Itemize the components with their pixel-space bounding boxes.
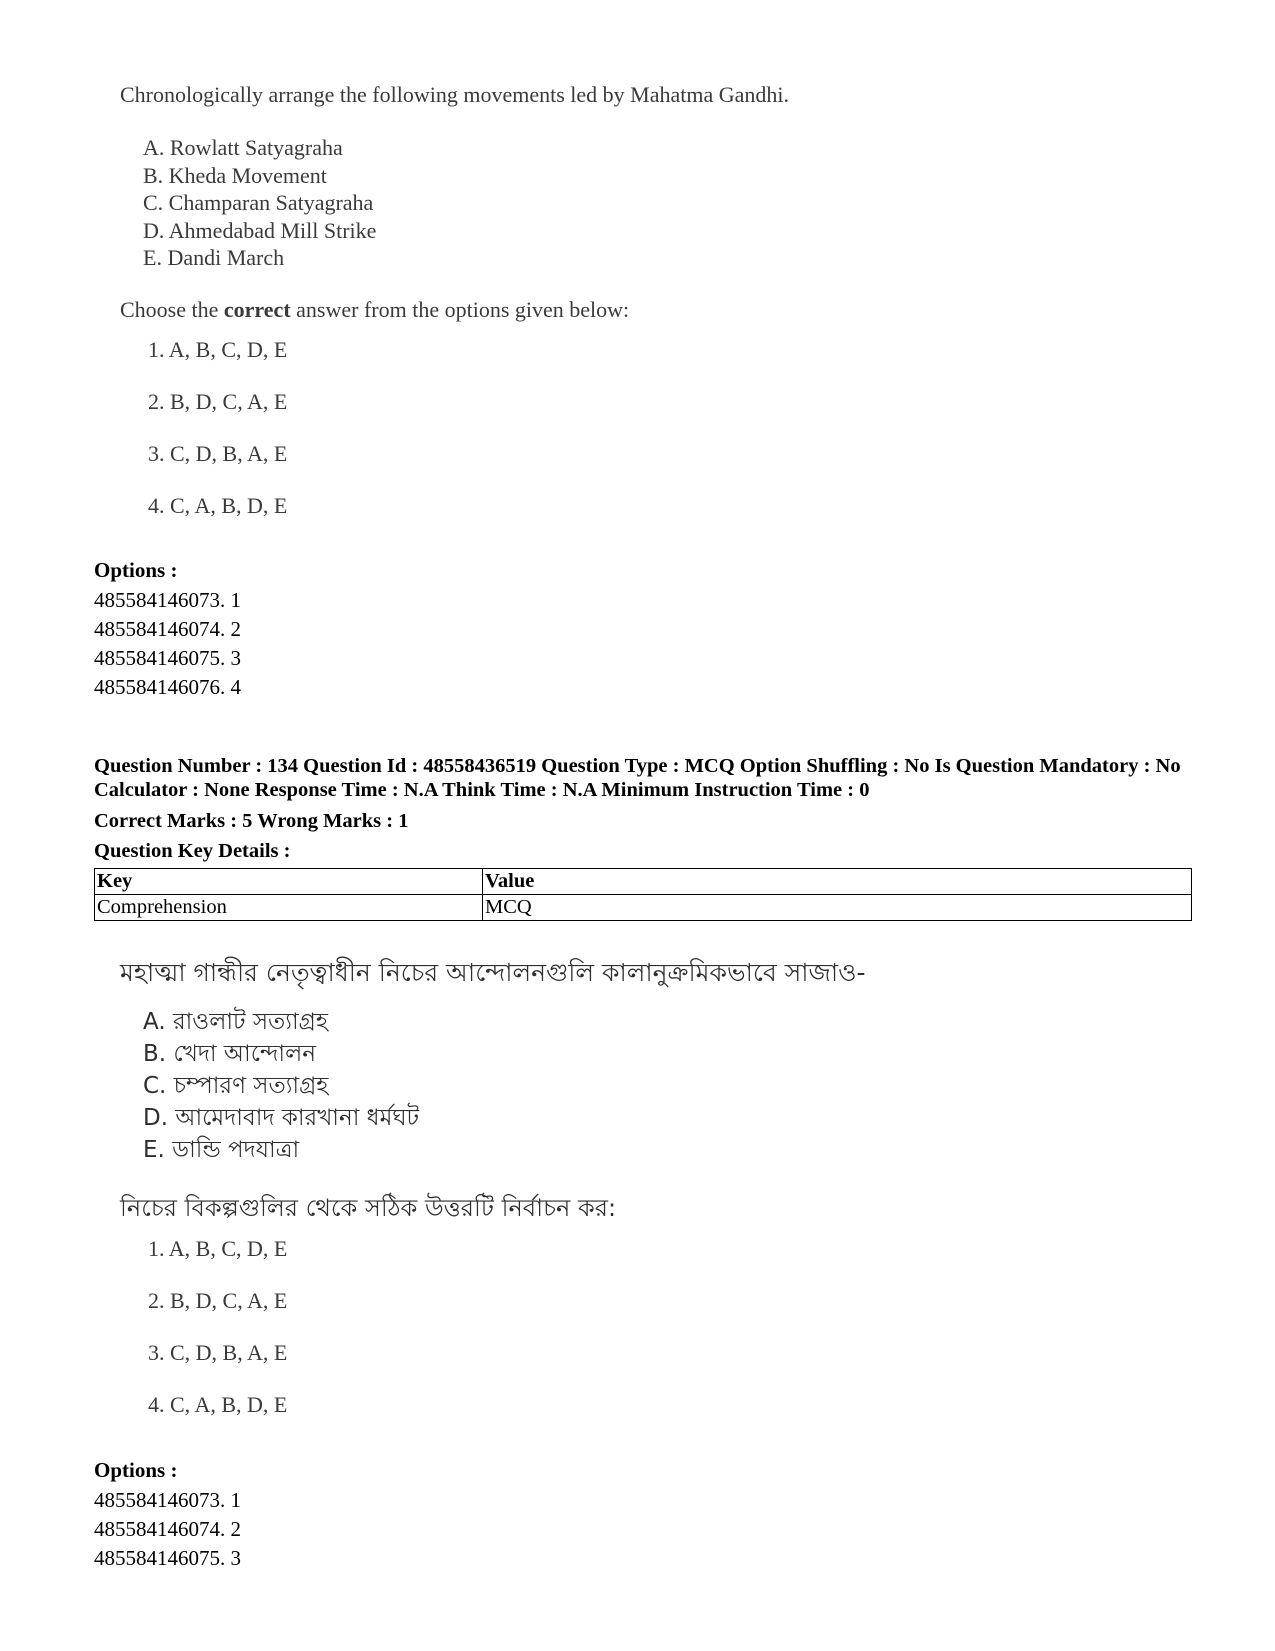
bengali-answer-choice: 2. B, D, C, A, E xyxy=(148,1288,288,1313)
option-item: 485584146073. 1 xyxy=(94,1488,241,1512)
bengali-answer-choice: 4. C, A, B, D, E xyxy=(148,1392,288,1417)
key-details-table xyxy=(94,868,1192,921)
question-item: C. Champaran Satyagraha xyxy=(143,190,374,215)
bengali-question-item: E. ডান্ডি পদযাত্রা xyxy=(143,1137,300,1163)
table-header-row xyxy=(95,869,1192,895)
options-label: Options : xyxy=(94,558,178,582)
table-cell: Comprehension xyxy=(95,895,483,921)
table-cell: MCQ xyxy=(483,895,1192,921)
marks-line: Correct Marks : 5 Wrong Marks : 1 xyxy=(94,810,409,832)
table-header-value: Value xyxy=(483,869,1192,895)
table-row xyxy=(95,895,1192,921)
bengali-options-list xyxy=(94,1486,241,1573)
option-item: 485584146075. 3 xyxy=(94,1546,241,1570)
option-item: 485584146075. 3 xyxy=(94,646,241,670)
choose-bold: correct xyxy=(223,297,291,322)
option-item: 485584146074. 2 xyxy=(94,617,241,641)
choose-suffix: answer from the options given below: xyxy=(290,297,630,322)
bengali-items-list xyxy=(143,1006,419,1166)
option-item: 485584146074. 2 xyxy=(94,1517,241,1541)
answer-choice: 1. A, B, C, D, E xyxy=(148,337,288,362)
question-item: A. Rowlatt Satyagraha xyxy=(143,135,343,160)
bengali-options-label: Options : xyxy=(94,1458,178,1482)
question-statement: Chronologically arrange the following movements led by Mahatma Gandhi. xyxy=(120,82,790,107)
answer-choice: 3. C, D, B, A, E xyxy=(148,441,288,466)
key-details-label: Question Key Details : xyxy=(94,840,291,862)
question-item: D. Ahmedabad Mill Strike xyxy=(143,217,377,243)
bengali-answer-choice: 3. C, D, B, A, E xyxy=(148,1340,288,1365)
question-metadata: Question Number : 134 Question Id : 48558436519 Question Type : MCQ Option Shuffling : No Is Question Mandatory : No Calculator : None Response Time : N.A Think Time : N.A Minimum Instruction Time : 0 xyxy=(94,755,1181,801)
bengali-choose-instruction: নিচের বিকল্পগুলির থেকে সঠিক উত্তরটি নির্বাচন কর: xyxy=(120,1194,617,1222)
bengali-answer-choice: 1. A, B, C, D, E xyxy=(148,1236,288,1261)
question-items-list xyxy=(143,134,376,272)
bengali-question-item: B. খেদা আন্দোলন xyxy=(143,1041,316,1067)
option-item: 485584146073. 1 xyxy=(94,588,241,612)
question-item: B. Kheda Movement xyxy=(143,162,327,188)
option-item: 485584146076. 4 xyxy=(94,675,241,699)
bengali-question-statement: মহাত্মা গান্ধীর নেতৃত্বাধীন নিচের আন্দোলনগুলি কালানুক্রমিকভাবে সাজাও- xyxy=(120,958,866,987)
answer-choice: 2. B, D, C, A, E xyxy=(148,389,288,414)
table-header-key: Key xyxy=(95,869,483,895)
bengali-question-item: C. চম্পারণ সত্যাগ্রহ xyxy=(143,1073,329,1099)
bengali-question-item: D. আমেদাবাদ কারখানা ধর্মঘট xyxy=(143,1105,420,1131)
answer-choice: 4. C, A, B, D, E xyxy=(148,493,288,518)
options-list xyxy=(94,586,241,702)
choose-instruction xyxy=(120,297,629,323)
choose-prefix: Choose the xyxy=(120,297,224,322)
bengali-question-item: A. রাওলাট সত্যাগ্রহ xyxy=(143,1009,328,1035)
question-item: E. Dandi March xyxy=(143,245,285,270)
